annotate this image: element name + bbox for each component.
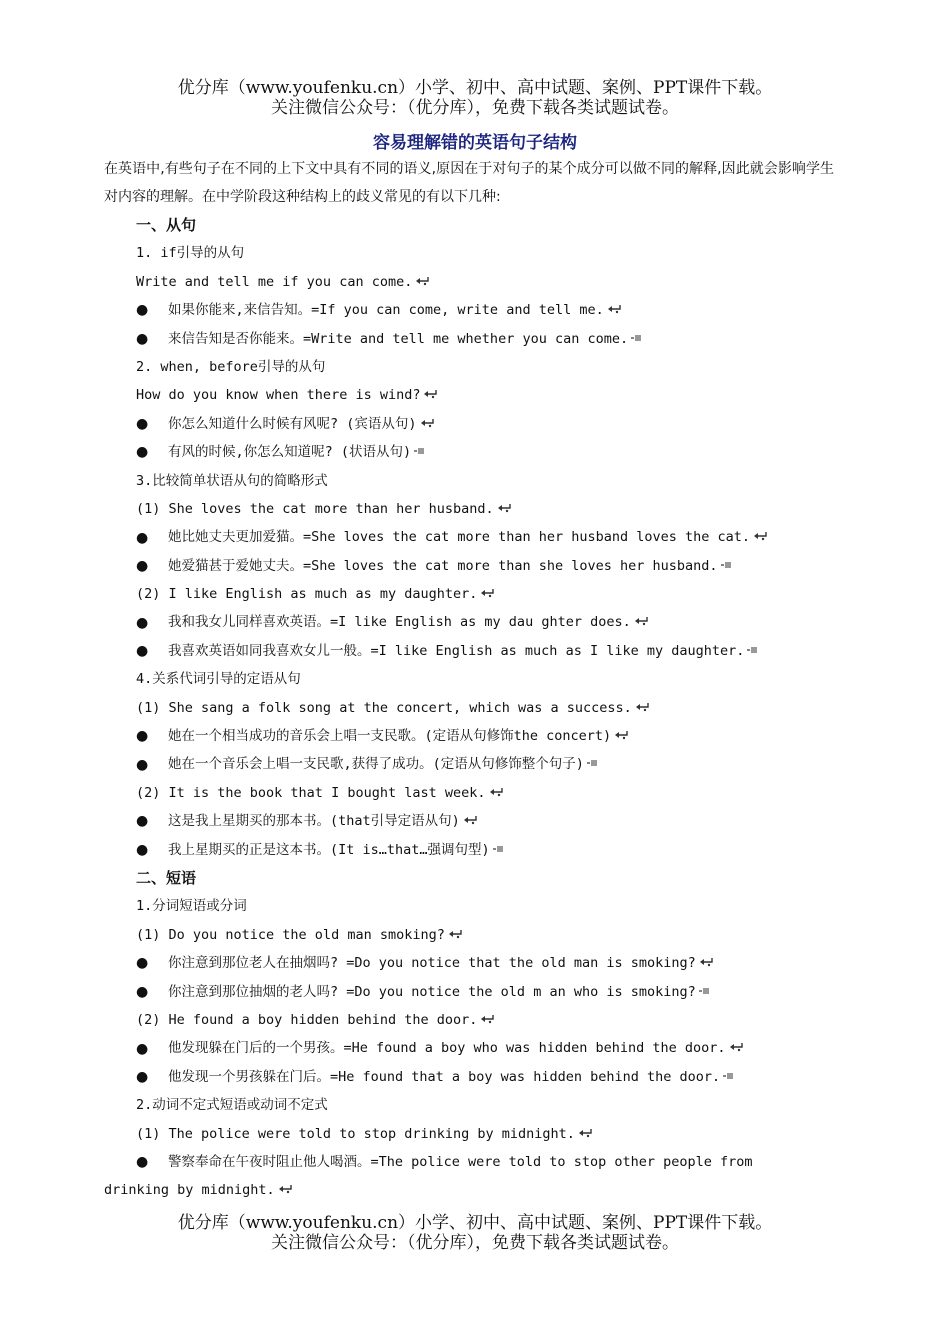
line-text: 她爱猫甚于爱她丈夫。=She loves the cat more than she loves her husband. [168,557,718,574]
bullet-dot: ● [136,302,149,319]
bullet-item [104,325,834,353]
bullet-item [104,836,834,864]
paragraph-mark-icon [746,637,758,665]
line-text: (1) She sang a folk song at the concert, which was a success. [136,699,632,716]
return-arrow-icon [633,608,649,636]
content-lines [104,211,834,1148]
line-text: (1) She loves the cat more than her husband. [136,501,494,518]
paragraph-mark-icon [630,325,642,353]
section-heading [104,211,834,239]
content-line [104,467,834,495]
line-text: 我上星期买的正是这本书。(It is…that…强调句型) [168,841,490,858]
content-line [104,892,834,920]
bullet-dot: ● [136,1153,149,1170]
line-text: 这是我上星期买的那本书。(that引导定语从句) [168,813,460,830]
return-arrow-icon [496,495,512,523]
last-bullet [104,1148,834,1176]
line-text: 我喜欢英语如同我喜欢女儿一般。=I like English as much as I like my daughter. [168,643,745,660]
bullet-dot: ● [136,841,149,858]
bullet-item [104,637,834,665]
line-text: 他发现躲在门后的一个男孩。=He found a boy who was hidden behind the door. [168,1040,726,1057]
return-arrow-icon [422,381,438,409]
bullet-item [104,978,834,1006]
return-arrow-icon [698,949,714,977]
paragraph-mark-icon [698,978,710,1006]
line-text: 2. when, before引导的从句 [136,358,326,375]
bullet-item [104,410,834,438]
return-arrow-icon [488,779,504,807]
paragraph-mark-icon [413,438,425,466]
footer-line-1: 优分库（www.youfenku.cn）小学、初中、高中试题、案例、PPT课件下载。 [177,1213,773,1233]
page-footer [0,1213,950,1253]
line-text: 她在一个相当成功的音乐会上唱一支民歌。(定语从句修饰the concert) [168,728,612,745]
line-text: 她在一个音乐会上唱一支民歌,获得了成功。(定语从句修饰整个句子) [168,756,584,773]
bullet-dot: ● [136,529,149,546]
line-text: 如果你能来,来信告知。=If you can come, write and tell me. [168,302,604,319]
line-text: 2.动词不定式短语或动词不定式 [136,1097,328,1114]
footer-line-2: 关注微信公众号：（优分库），免费下载各类试题试卷。 [271,1233,679,1253]
bullet-item [104,608,834,636]
paragraph-mark-icon [586,750,598,778]
line-text: 她比她丈夫更加爱猫。=She loves the cat more than her husband loves the cat. [168,529,751,546]
section-heading [104,864,834,892]
bullet-dot: ● [136,330,149,347]
bullet-dot: ● [136,728,149,745]
paragraph-mark-icon [720,552,732,580]
return-arrow-icon [752,523,768,551]
return-arrow-icon [479,1006,495,1034]
line-text: 1. if引导的从句 [136,245,245,262]
bullet-dot: ● [136,813,149,830]
return-arrow-icon [577,1120,593,1148]
last-bullet-line-1: 警察奉命在午夜时阻止他人喝酒。=The police were told to stop other people from [168,1153,753,1170]
content-line [104,239,834,267]
bullet-item [104,807,834,835]
line-text: 你注意到那位抽烟的老人吗? =Do you notice the old m an who is smoking? [168,983,696,1000]
content-line [104,495,834,523]
page-header [0,78,950,118]
return-arrow-icon [419,410,435,438]
line-text: 1.分词短语或分词 [136,898,247,915]
bullet-dot: ● [136,955,149,972]
return-arrow-icon [479,580,495,608]
paragraph-mark-icon [492,836,504,864]
return-arrow-icon [414,268,430,296]
bullet-dot: ● [136,643,149,660]
bullet-dot: ● [136,415,149,432]
line-text: (1) Do you notice the old man smoking? [136,926,445,943]
content-line [104,381,834,409]
content-line [104,1091,834,1119]
line-text: 二、短语 [136,868,197,887]
intro-paragraph: 在英语中,有些句子在不同的上下文中具有不同的语义,原因在于对句子的某个成分可以做不同的解释,因此就会影响学生对内容的理解。在中学阶段这种结构上的歧义常见的有以下几种: [104,161,834,205]
content-line [104,1006,834,1034]
return-arrow-icon [462,807,478,835]
line-text: 有风的时候,你怎么知道呢? (状语从句) [168,444,412,461]
line-text: 你注意到那位老人在抽烟吗? =Do you notice that the old man is smoking? [168,955,696,972]
line-text: (1) The police were told to stop drinking by midnight. [136,1125,575,1142]
last-bullet-line-2: drinking by midnight. [104,1182,275,1199]
return-arrow-icon [606,296,622,324]
content-line [104,353,834,381]
bullet-item [104,523,834,551]
content-line [104,1120,834,1148]
content-line [104,268,834,296]
header-line-2: 关注微信公众号：（优分库），免费下载各类试题试卷。 [271,98,679,118]
return-arrow-icon [634,694,650,722]
bullet-item [104,722,834,750]
line-text: 4.关系代词引导的定语从句 [136,671,301,688]
bullet-item [104,949,834,977]
line-text: (2) I like English as much as my daughter. [136,586,478,603]
content-line [104,580,834,608]
return-arrow-icon [613,722,629,750]
content-line [104,779,834,807]
document-body [104,155,834,1205]
bullet-item [104,750,834,778]
line-text: 你怎么知道什么时候有风呢? (宾语从句) [168,415,417,432]
line-text: 一、从句 [136,216,197,234]
line-text: How do you know when there is wind? [136,387,421,404]
bullet-dot: ● [136,983,149,1000]
bullet-dot: ● [136,557,149,574]
return-arrow-icon [277,1176,293,1204]
line-text: 3.比较简单状语从句的简略形式 [136,472,328,489]
bullet-dot: ● [136,444,149,461]
content-line [104,921,834,949]
bullet-item [104,438,834,466]
line-text: (2) He found a boy hidden behind the door. [136,1012,478,1029]
return-arrow-icon [447,921,463,949]
content-line [104,665,834,693]
bullet-dot: ● [136,614,149,631]
bullet-item [104,1063,834,1091]
bullet-dot: ● [136,1068,149,1085]
header-line-1: 优分库（www.youfenku.cn）小学、初中、高中试题、案例、PPT课件下载。 [177,78,773,98]
line-text: 我和我女儿同样喜欢英语。=I like English as my dau ghter does. [168,614,631,631]
document-title: 容易理解错的英语句子结构 [373,133,577,153]
paragraph-mark-icon [722,1063,734,1091]
bullet-item [104,296,834,324]
bullet-dot: ● [136,756,149,773]
last-bullet-continuation [104,1176,834,1204]
line-text: 他发现一个男孩躲在门后。=He found that a boy was hidden behind the door. [168,1068,721,1085]
bullet-dot: ● [136,1040,149,1057]
line-text: (2) It is the book that I bought last week. [136,785,486,802]
bullet-item [104,1034,834,1062]
return-arrow-icon [728,1034,744,1062]
content-line [104,694,834,722]
line-text: 来信告知是否你能来。=Write and tell me whether you can come. [168,330,629,347]
bullet-item [104,552,834,580]
line-text: Write and tell me if you can come. [136,273,413,290]
